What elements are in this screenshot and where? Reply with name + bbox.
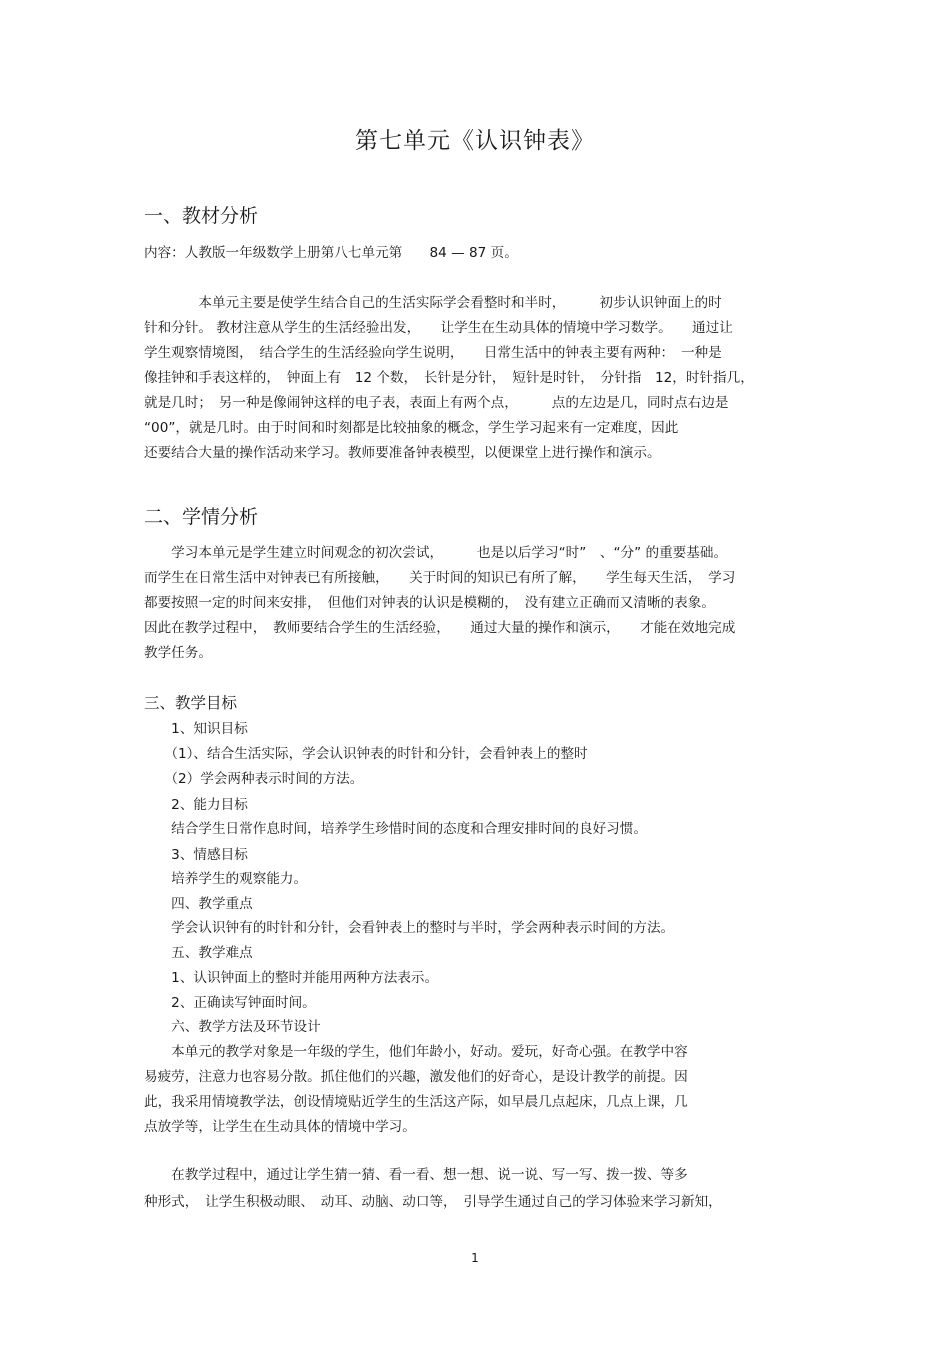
paragraph-line: 针和分针。 教材注意从学生的生活经验出发， 让学生在生动具体的情境中学习数学。 通过让: [144, 320, 733, 336]
list-line: 2、能力目标: [144, 797, 248, 813]
paragraph-line: 易疲劳，注意力也容易分散。抓住他们的兴趣，激发他们的好奇心，是设计教学的前提。因: [144, 1069, 688, 1085]
list-line: 六、教学方法及环节设计: [144, 1019, 321, 1035]
paragraph-line: “00”，就是几时。由于时间和时刻都是比较抽象的概念，学生学习起来有一定难度，因此: [144, 420, 679, 436]
paragraph-line: 还要结合大量的操作活动来学习。教师要准备钟表模型，以便课堂上进行操作和演示。: [144, 445, 661, 461]
list-line: （2）学会两种表示时间的方法。: [144, 771, 364, 787]
section-heading-learner-analysis: 二、学情分析: [144, 506, 259, 528]
document-title: 第七单元《认识钟表》: [355, 128, 595, 154]
paragraph-line: 本单元的教学对象是一年级的学生，他们年龄小，好动。爱玩，好奇心强。在教学中容: [144, 1044, 688, 1060]
paragraph-line: 学习本单元是学生建立时间观念的初次尝试， 也是以后学习“时” 、“分” 的重要基础。: [144, 545, 728, 561]
list-line: 学会认识钟有的时针和分针，会看钟表上的整时与半时，学会两种表示时间的方法。: [144, 920, 675, 936]
list-line: 培养学生的观察能力。: [144, 871, 308, 887]
paragraph-line: 因此在教学过程中， 教师要结合学生的生活经验， 通过大量的操作和演示， 才能在效地完成: [144, 620, 736, 636]
paragraph-line: 点放学等，让学生在生动具体的情境中学习。: [144, 1119, 416, 1135]
content-line: 内容：人教版一年级数学上册第八七单元第 84 — 87 页。: [144, 245, 518, 261]
paragraph-line: 本单元主要是使学生结合自己的生活实际学会看整时和半时， 初步认识钟面上的时: [144, 295, 722, 311]
list-line: 3、情感目标: [144, 847, 248, 863]
paragraph-line: 种形式， 让学生积极动眼、 动耳、动脑、动口等， 引导学生通过自己的学习体验来学习新知，: [144, 1194, 722, 1210]
section-heading-teaching-goals: 三、教学目标: [144, 694, 238, 712]
paragraph-line: 而学生在日常生活中对钟表已有所接触， 关于时间的知识已有所了解， 学生每天生活， 学习: [144, 570, 736, 586]
list-line: 结合学生日常作息时间，培养学生珍惜时间的态度和合理安排时间的良好习惯。: [144, 821, 647, 837]
paragraph-line: 在教学过程中，通过让学生猜一猜、看一看、想一想、说一说、写一写、拨一拨、等多: [144, 1167, 688, 1183]
paragraph-line: 教学任务。: [144, 645, 212, 661]
paragraph-line: 此，我采用情境教学法，创设情境贴近学生的生活这产际，如早晨几点起床，几点上课，几: [144, 1094, 688, 1110]
list-line: 四、教学重点: [144, 896, 253, 912]
list-line: 五、教学难点: [144, 945, 253, 961]
paragraph-line: 学生观察情境图， 结合学生的生活经验向学生说明， 日常生活中的钟表主要有两种： 一种是: [144, 345, 722, 361]
paragraph-line: 都要按照一定的时间来安排， 但他们对钟表的认识是模糊的， 没有建立正确而又清晰的表象。: [144, 595, 715, 611]
page-number: 1: [471, 1251, 479, 1265]
list-line: 1、认识钟面上的整时并能用两种方法表示。: [144, 970, 439, 986]
list-line: （1）、结合生活实际，学会认识钟表的时针和分针，会看钟表上的整时: [144, 746, 588, 762]
paragraph-line: 像挂钟和手表这样的， 钟面上有 12 个数， 长针是分针， 短针是时针， 分针指 12，时针指几，: [144, 370, 754, 386]
section-heading-textbook-analysis: 一、教材分析: [144, 205, 259, 227]
list-line: 1、知识目标: [144, 721, 248, 737]
list-line: 2、正确读写钟面时间。: [144, 995, 316, 1011]
paragraph-line: 就是几时； 另一种是像闹钟这样的电子表，表面上有两个点， 点的左边是几，同时点右边是: [144, 395, 729, 411]
